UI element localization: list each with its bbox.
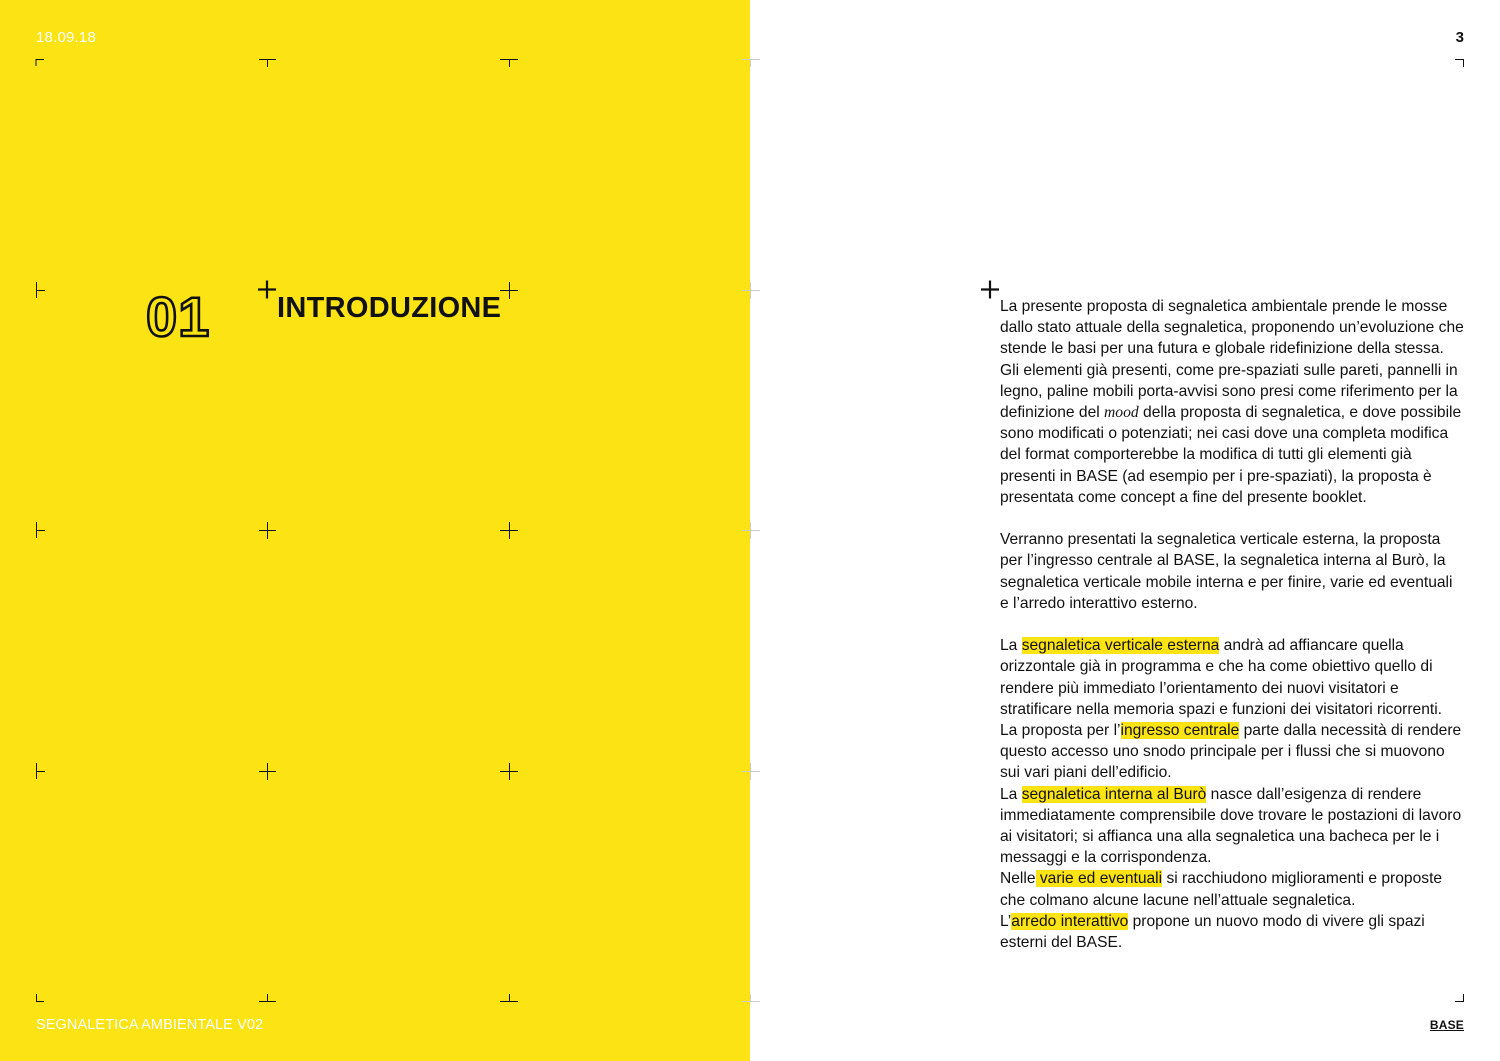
intro-paragraph: [1000, 296, 1465, 508]
section-item: La proposta per l’ingresso centrale parte dalla necessità di rendere questo accesso uno snodo principale per i flussi che si muovono sui vari piani dell’edificio.: [1000, 722, 1462, 782]
italic-term: mood: [1104, 404, 1139, 422]
brand-footer: BASE: [1429, 1018, 1464, 1032]
intro-sentence: della proposta di segnaletica, e dove possibile sono modificati o potenziati; nei casi dove una completa modifica del format comporterebbe la modifica di tutti gli elementi già presenti in BASE (ad esempio per i pre-spaziati), la proposta è presentata come concept a fine del presente booklet.: [1000, 404, 1462, 506]
document-footer-title: SEGNALETICA AMBIENTALE V02: [36, 1017, 264, 1033]
highlighted-section-name: varie ed eventuali: [1035, 870, 1163, 888]
section-item: Nelle varie ed eventuali si racchiudono miglioramenti e proposte che colmano alcune lacune nell’attuale segnaletica.: [1000, 870, 1443, 909]
introduction-text: [1000, 296, 1465, 974]
highlighted-section-name: segnaletica interna al Burò: [1021, 785, 1207, 803]
section-item: La segnaletica verticale esterna andrà ad affiancare quella orizzontale già in programma e che ha come obiettivo quello di rendere più immediato l’orientamento dei nuovi visitatori e stratificare nella memoria spazi e funzioni dei visitatori ricorrenti.: [1000, 637, 1442, 718]
sections-paragraph: [1000, 635, 1465, 953]
section-item: L’arredo interattivo propone un nuovo modo di vivere gli spazi esterni del BASE.: [1000, 912, 1425, 952]
intro-sentence: Gli elementi già presenti, come pre-spaziati sulle pareti, pannelli in legno, paline mobili porta-avvisi sono presi come riferimento per la definizione del: [1000, 361, 1458, 422]
intro-sentence: La presente proposta di segnaletica ambientale prende le mosse dallo stato attuale della segnaletica, proponendo un’evoluzione che stende le basi per una futura e globale ridefinizione della stessa.: [1000, 298, 1464, 358]
section-item: La segnaletica interna al Burò nasce dall’esigenza di rendere immediatamente comprensibile dove trovare le postazioni di lavoro ai visitatori; si affianca una alla segnaletica una bacheca per le i messaggi e la corrispondenza.: [1000, 785, 1462, 867]
page-number: 3: [1455, 29, 1464, 46]
overview-paragraph: Verranno presentati la segnaletica verticale esterna, la proposta per l’ingresso centrale al BASE, la segnaletica interna al Burò, la segnaletica verticale mobile interna e per finire, varie ed eventuali e l’arredo interattivo esterno.: [1000, 531, 1453, 612]
chapter-title: INTRODUZIONE: [277, 292, 502, 324]
document-date: 18.09.18: [36, 29, 96, 46]
highlighted-section-name: arredo interattivo: [1011, 912, 1129, 930]
highlighted-section-name: segnaletica verticale esterna: [1021, 637, 1220, 655]
chapter-number: 01: [146, 285, 211, 348]
highlighted-section-name: ingresso centrale: [1120, 722, 1240, 740]
